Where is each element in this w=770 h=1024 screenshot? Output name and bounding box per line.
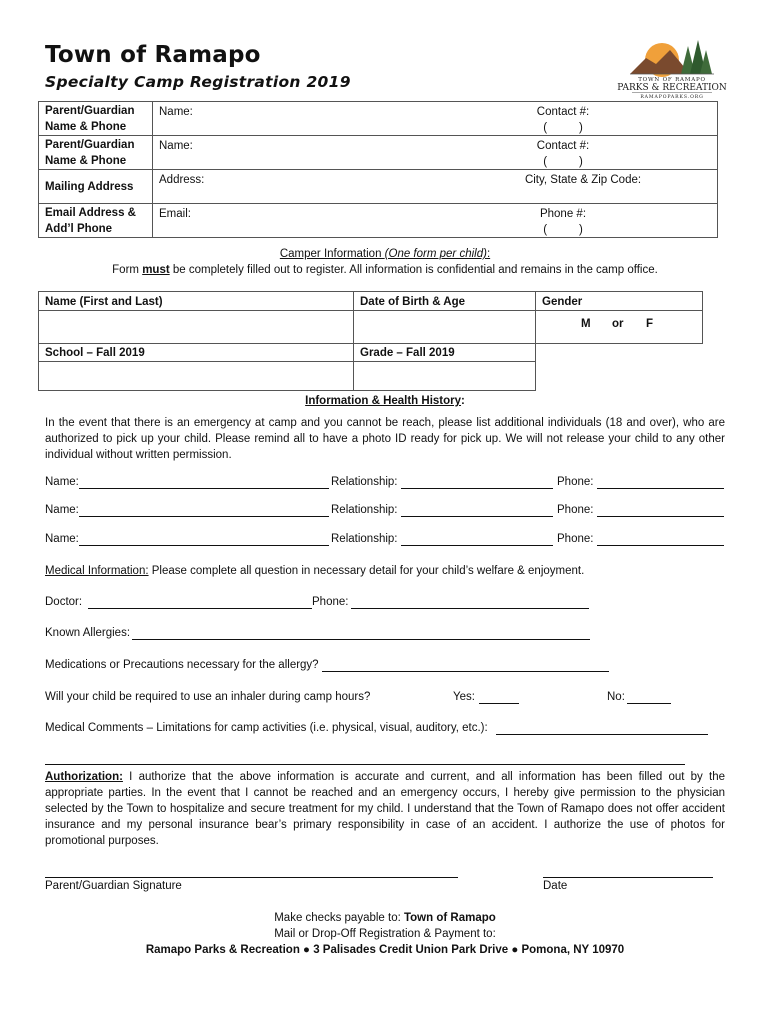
emergency-contact-row-3 <box>45 533 725 549</box>
doctor-phone-input[interactable] <box>351 596 589 609</box>
inhaler-row <box>45 691 725 707</box>
authorization-heading: Authorization: <box>45 771 123 783</box>
doctor-input[interactable] <box>88 596 312 609</box>
contact-3-relationship-label: Relationship: <box>331 533 398 545</box>
medical-info-note: Please complete all question in necessary detail for your child’s welfare & enjoyment. <box>148 565 585 577</box>
contact-1-relationship-label: Relationship: <box>331 476 398 488</box>
camper-name-input[interactable] <box>39 311 354 344</box>
medical-comments-label: Medical Comments – Limitations for camp activities (i.e. physical, visual, auditory, etc.): <box>45 722 488 734</box>
contact-3-phone-label: Phone: <box>557 533 594 545</box>
contact-1-name-label: Name: <box>45 476 79 488</box>
school-header: School – Fall 2019 <box>45 347 145 359</box>
camper-info-heading: Camper Information (One form per child): <box>279 248 491 260</box>
phone-number-parens: ( ) <box>543 224 583 236</box>
sunset-trees-logo-icon <box>617 32 727 102</box>
contact-1-phone-label: Phone: <box>557 476 594 488</box>
guardian-table <box>38 101 718 238</box>
mailing-address-cell[interactable] <box>153 170 718 204</box>
contact-2-relationship-input[interactable] <box>401 504 553 517</box>
logo-line1: TOWN OF RAMAPO <box>638 77 706 83</box>
guardian-1-name-label: Name: <box>159 106 193 118</box>
phone-number-label: Phone #: <box>539 208 587 220</box>
contact-3-relationship-input[interactable] <box>401 533 553 546</box>
contact-1-phone-input[interactable] <box>597 476 724 489</box>
guardian-row-3 <box>39 170 718 204</box>
logo-line2: PARKS & RECREATION <box>617 83 727 93</box>
health-heading: Information & Health History: <box>305 395 465 407</box>
guardian-row-2 <box>39 136 718 170</box>
medications-input[interactable] <box>322 659 609 672</box>
signature-label: Parent/Guardian Signature <box>45 880 182 892</box>
checks-payee: Town of Ramapo <box>403 912 496 924</box>
gender-or-text: or <box>612 318 624 330</box>
email-phone-cell[interactable] <box>153 204 718 238</box>
medications-label: Medications or Precautions necessary for the allergy? <box>45 659 319 671</box>
inhaler-yes-label: Yes: <box>453 691 475 703</box>
guardian-2-name-label: Name: <box>159 140 193 152</box>
allergies-input[interactable] <box>132 627 590 640</box>
email-phone-label: Email Address & Add’l Phone <box>45 207 136 235</box>
contact-3-name-label: Name: <box>45 533 79 545</box>
gender-header: Gender <box>542 296 583 308</box>
contact-3-phone-input[interactable] <box>597 533 724 546</box>
doctor-row <box>45 596 725 612</box>
contact-1-name-input[interactable] <box>79 476 329 489</box>
signature-input[interactable] <box>45 866 458 878</box>
inhaler-no-input[interactable] <box>627 691 671 704</box>
guardian-2-contact-label: Contact #: <box>536 140 590 152</box>
page-subtitle: Specialty Camp Registration 2019 <box>45 73 351 91</box>
medical-info-heading: Medical Information: <box>45 565 149 577</box>
contact-2-phone-label: Phone: <box>557 504 594 516</box>
dob-age-input[interactable] <box>354 311 536 344</box>
contact-2-name-label: Name: <box>45 504 79 516</box>
medical-info-line <box>45 565 584 577</box>
medical-comments-input-line-2[interactable] <box>45 752 685 765</box>
emergency-contact-row-2 <box>45 504 725 520</box>
logo-line3: RAMAPOPARKS.ORG <box>640 95 704 100</box>
camper-table <box>38 291 703 391</box>
authorization-paragraph <box>45 769 725 849</box>
inhaler-yes-input[interactable] <box>479 691 519 704</box>
mailing-address-label: Mailing Address <box>45 181 134 193</box>
school-input[interactable] <box>39 362 354 391</box>
date-label: Date <box>543 880 568 892</box>
guardian-2-label: Parent/Guardian Name & Phone <box>45 139 135 167</box>
email-field-label: Email: <box>159 208 191 220</box>
address-field-label: Address: <box>159 174 205 186</box>
grade-header: Grade – Fall 2019 <box>360 347 455 359</box>
dob-age-header: Date of Birth & Age <box>360 296 465 308</box>
guardian-1-label: Parent/Guardian Name & Phone <box>45 105 135 133</box>
doctor-phone-label: Phone: <box>312 596 349 608</box>
doctor-label: Doctor: <box>45 596 83 608</box>
guardian-1-contact-parens: ( ) <box>543 122 583 134</box>
page-title: Town of Ramapo <box>45 42 261 68</box>
mail-dropoff-line: Mail or Drop-Off Registration & Payment to: <box>274 928 496 940</box>
inhaler-question: Will your child be required to use an inhaler during camp hours? <box>45 691 371 703</box>
grade-input[interactable] <box>354 362 536 391</box>
contact-2-phone-input[interactable] <box>597 504 724 517</box>
gender-f-option[interactable]: F <box>646 318 654 330</box>
guardian-1-cell[interactable] <box>153 102 718 136</box>
contact-3-name-input[interactable] <box>79 533 329 546</box>
medical-comments-row <box>45 722 725 738</box>
authorization-text: I authorize that the above information is accurate and current, and all information has been filled out by the appropriate parties. In the event that I cannot be reached and an emergency occurs, I hereby give permission to the physician selected by the Town to hospitalize and secure treatment for my child. I understand that the Town of Ramapo does not offer accident insurance and my personal insurance bear’s primary responsibility in case of an accident. I authorize the use of photos for promotional purposes. <box>45 771 725 847</box>
emergency-pickup-intro: In the event that there is an emergency at camp and you cannot be reach, please list additional individuals (18 and over), who are authorized to pick up your child. Please remind all to have a photo ID ready for pick up. We will not release your child to any other individual without written permission. <box>45 417 725 461</box>
guardian-2-contact-parens: ( ) <box>543 156 583 168</box>
camper-name-header: Name (First and Last) <box>45 296 163 308</box>
contact-2-name-input[interactable] <box>79 504 329 517</box>
gender-select[interactable] <box>536 311 703 344</box>
parks-recreation-logo <box>617 32 727 102</box>
inhaler-no-label: No: <box>607 691 625 703</box>
city-state-zip-label: City, State & Zip Code: <box>524 174 642 186</box>
medications-row <box>45 659 725 675</box>
medical-comments-input[interactable] <box>496 722 708 735</box>
date-input[interactable] <box>543 866 713 878</box>
emergency-contact-row-1 <box>45 476 725 492</box>
mailing-address-footer: Ramapo Parks & Recreation ● 3 Palisades Credit Union Park Drive ● Pomona, NY 10970 <box>145 944 625 956</box>
guardian-2-cell[interactable] <box>153 136 718 170</box>
gender-m-option[interactable]: M <box>581 318 591 330</box>
guardian-row-1 <box>39 102 718 136</box>
contact-1-relationship-input[interactable] <box>401 476 553 489</box>
guardian-row-4 <box>39 204 718 238</box>
allergies-row <box>45 627 725 643</box>
camper-info-note: Form must be completely filled out to register. All information is confidential and remains in the camp office. <box>112 264 658 276</box>
checks-payable-line: Make checks payable to: Town of Ramapo <box>274 912 496 924</box>
allergies-label: Known Allergies: <box>45 627 131 639</box>
contact-2-relationship-label: Relationship: <box>331 504 398 516</box>
guardian-1-contact-label: Contact #: <box>536 106 590 118</box>
